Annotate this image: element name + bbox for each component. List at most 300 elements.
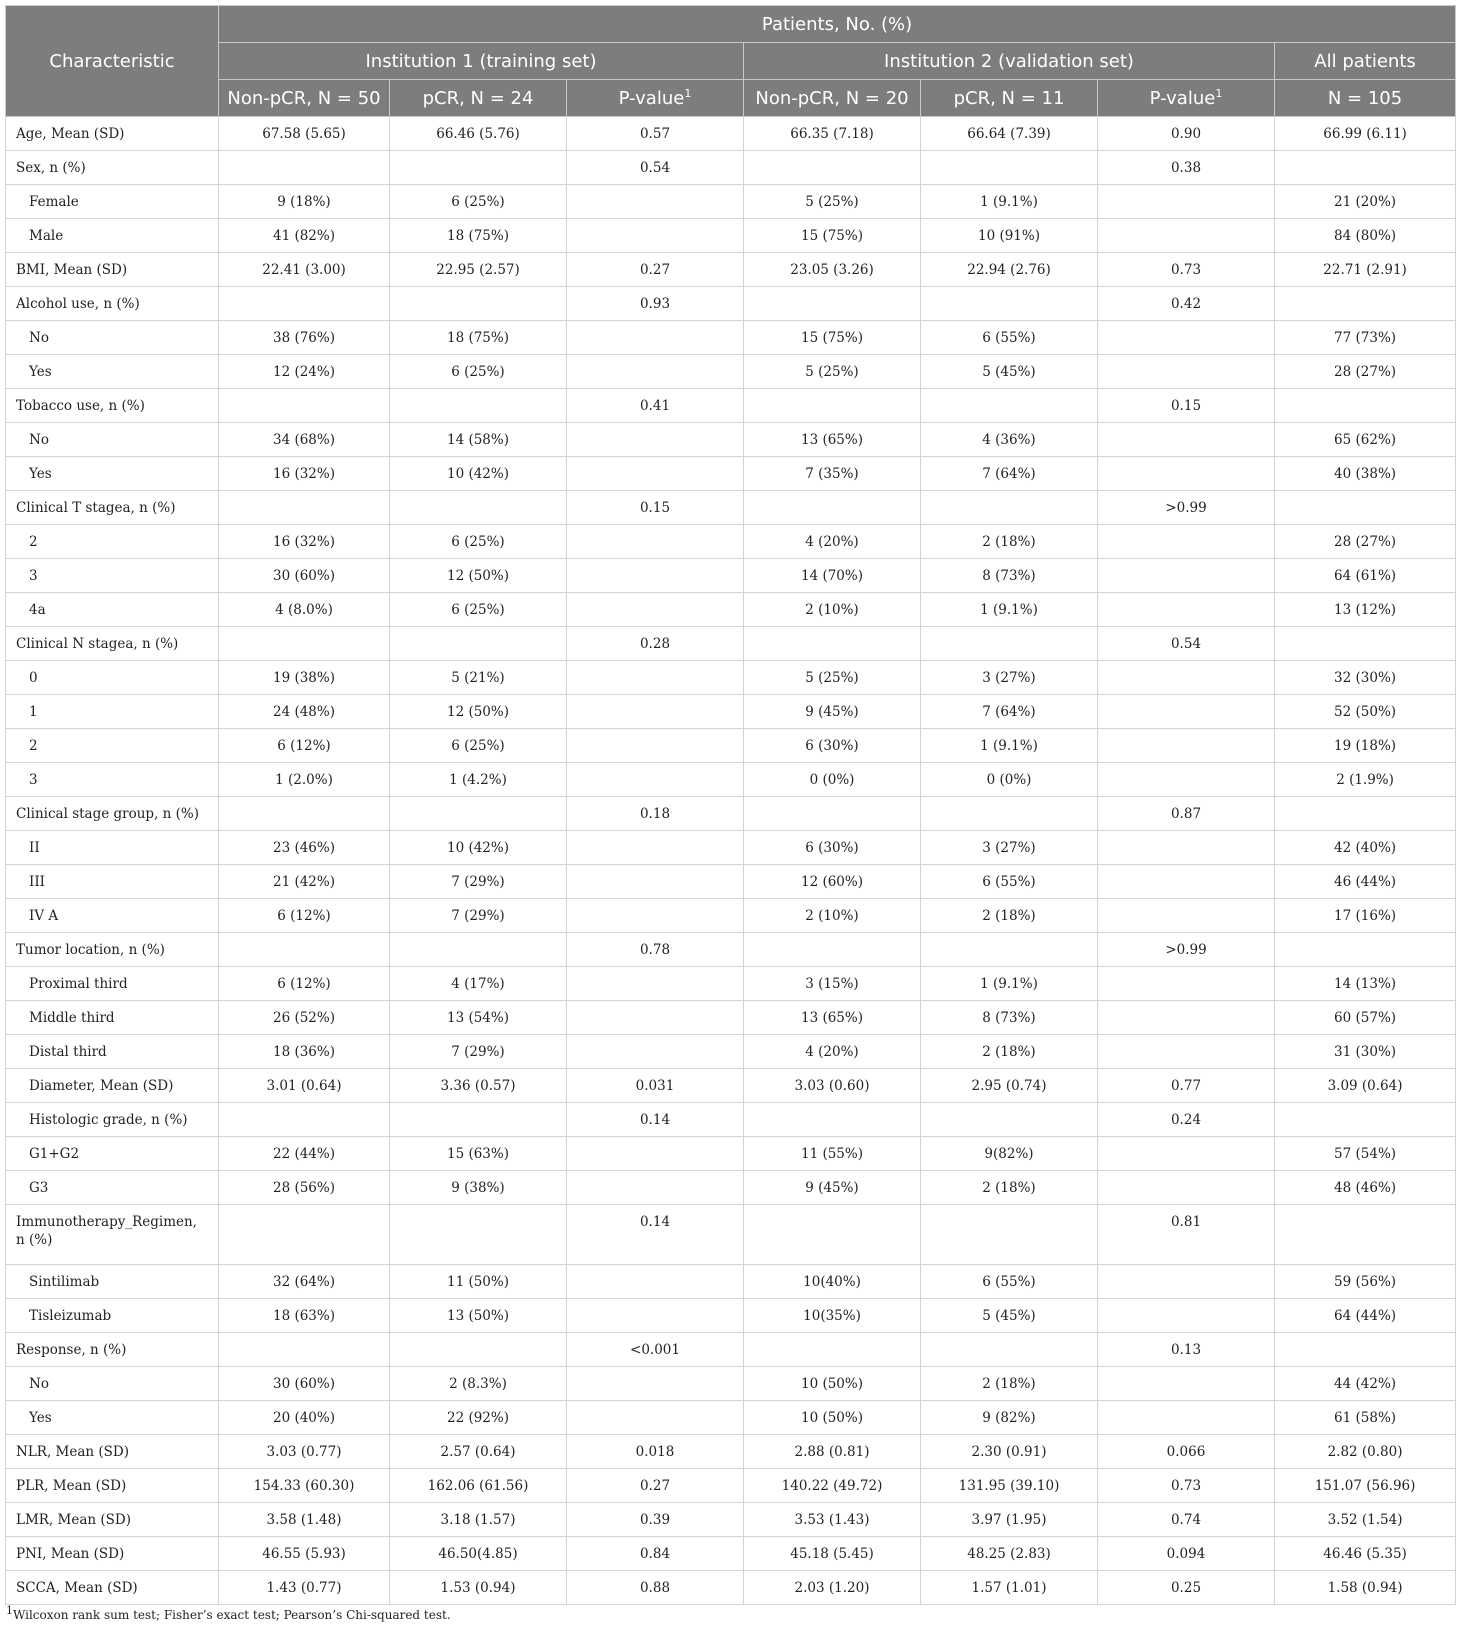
- table-cell: 0.84: [567, 1537, 744, 1571]
- row-label: G1+G2: [6, 1137, 219, 1171]
- row-label: 1: [6, 695, 219, 729]
- table-cell: [744, 1333, 921, 1367]
- table-cell: 19 (38%): [219, 661, 390, 695]
- table-cell: 10 (50%): [744, 1367, 921, 1401]
- table-cell: [921, 933, 1098, 967]
- row-label: Proximal third: [6, 967, 219, 1001]
- row-label: Clinical T stagea, n (%): [6, 491, 219, 525]
- table-cell: 0.78: [567, 933, 744, 967]
- table-cell: 18 (75%): [390, 219, 567, 253]
- table-cell: 0.88: [567, 1571, 744, 1605]
- table-cell: [1098, 457, 1275, 491]
- table-row: [6, 1401, 1456, 1435]
- table-cell: 46 (44%): [1275, 865, 1456, 899]
- row-label: Immunotherapy_Regimen, n (%): [6, 1205, 219, 1265]
- table-cell: 15 (63%): [390, 1137, 567, 1171]
- table-cell: 66.99 (6.11): [1275, 117, 1456, 151]
- table-cell: 3.01 (0.64): [219, 1069, 390, 1103]
- table-cell: 3.52 (1.54): [1275, 1503, 1456, 1537]
- subheader-non-pcr-1: Non-pCR, N = 50: [219, 80, 390, 117]
- table-cell: [567, 729, 744, 763]
- row-label: Male: [6, 219, 219, 253]
- table-cell: 1.57 (1.01): [921, 1571, 1098, 1605]
- table-cell: 3.97 (1.95): [921, 1503, 1098, 1537]
- table-cell: [567, 661, 744, 695]
- table-cell: 0.39: [567, 1503, 744, 1537]
- table-cell: [1098, 865, 1275, 899]
- table-cell: 9 (38%): [390, 1171, 567, 1205]
- row-label: NLR, Mean (SD): [6, 1435, 219, 1469]
- table-cell: 66.46 (5.76): [390, 117, 567, 151]
- table-cell: >0.99: [1098, 491, 1275, 525]
- table-cell: 154.33 (60.30): [219, 1469, 390, 1503]
- table-cell: 0.094: [1098, 1537, 1275, 1571]
- table-row: [6, 899, 1456, 933]
- row-label: Tobacco use, n (%): [6, 389, 219, 423]
- row-label: Age, Mean (SD): [6, 117, 219, 151]
- row-label: 2: [6, 525, 219, 559]
- table-cell: 14 (13%): [1275, 967, 1456, 1001]
- table-cell: 18 (63%): [219, 1299, 390, 1333]
- table-cell: 6 (55%): [921, 865, 1098, 899]
- table-cell: [1098, 423, 1275, 457]
- table-cell: 4 (8.0%): [219, 593, 390, 627]
- row-label: PLR, Mean (SD): [6, 1469, 219, 1503]
- table-row: [6, 219, 1456, 253]
- table-cell: 0.018: [567, 1435, 744, 1469]
- table-cell: 12 (50%): [390, 559, 567, 593]
- row-label: Yes: [6, 355, 219, 389]
- table-cell: 10 (50%): [744, 1401, 921, 1435]
- table-cell: [567, 1171, 744, 1205]
- table-footnote: [5, 1604, 1455, 1622]
- table-cell: 0.14: [567, 1205, 744, 1265]
- table-cell: 13 (50%): [390, 1299, 567, 1333]
- table-cell: 0.28: [567, 627, 744, 661]
- table-cell: 26 (52%): [219, 1001, 390, 1035]
- table-cell: 64 (61%): [1275, 559, 1456, 593]
- table-cell: [1098, 593, 1275, 627]
- table-cell: [1098, 559, 1275, 593]
- row-label: 0: [6, 661, 219, 695]
- row-label: IV A: [6, 899, 219, 933]
- row-label: Sex, n (%): [6, 151, 219, 185]
- subheader-n-total: N = 105: [1275, 80, 1456, 117]
- table-cell: 6 (25%): [390, 525, 567, 559]
- table-cell: 44 (42%): [1275, 1367, 1456, 1401]
- subheader-pcr-2: pCR, N = 11: [921, 80, 1098, 117]
- subheader-p-value-2: [1098, 80, 1275, 117]
- row-label: Response, n (%): [6, 1333, 219, 1367]
- table-cell: [567, 967, 744, 1001]
- table-body: [6, 117, 1456, 1605]
- table-cell: 2.03 (1.20): [744, 1571, 921, 1605]
- footnote-text: Wilcoxon rank sum test; Fisher’s exact test; Pearson’s Chi-squared test.: [13, 1608, 451, 1622]
- table-row: [6, 763, 1456, 797]
- table-cell: [1098, 763, 1275, 797]
- table-cell: [567, 321, 744, 355]
- table-cell: 23.05 (3.26): [744, 253, 921, 287]
- table-cell: >0.99: [1098, 933, 1275, 967]
- table-cell: 20 (40%): [219, 1401, 390, 1435]
- table-cell: 2.95 (0.74): [921, 1069, 1098, 1103]
- table-cell: [390, 933, 567, 967]
- table-cell: 9(82%): [921, 1137, 1098, 1171]
- table-cell: 46.46 (5.35): [1275, 1537, 1456, 1571]
- row-label: Histologic grade, n (%): [6, 1103, 219, 1137]
- table-cell: [1098, 967, 1275, 1001]
- table-cell: 8 (73%): [921, 1001, 1098, 1035]
- table-row: [6, 287, 1456, 321]
- table-cell: 5 (45%): [921, 1299, 1098, 1333]
- table-cell: 2 (8.3%): [390, 1367, 567, 1401]
- table-row: [6, 1265, 1456, 1299]
- table-cell: 48.25 (2.83): [921, 1537, 1098, 1571]
- header-characteristic: Characteristic: [6, 6, 219, 117]
- table-cell: 8 (73%): [921, 559, 1098, 593]
- table-row: [6, 593, 1456, 627]
- table-cell: 13 (12%): [1275, 593, 1456, 627]
- table-cell: 9 (82%): [921, 1401, 1098, 1435]
- table-cell: [744, 151, 921, 185]
- table-row: [6, 117, 1456, 151]
- table-cell: 64 (44%): [1275, 1299, 1456, 1333]
- table-cell: 0.73: [1098, 253, 1275, 287]
- table-cell: [219, 287, 390, 321]
- table-cell: [744, 627, 921, 661]
- table-cell: 2 (18%): [921, 1367, 1098, 1401]
- table-cell: 3 (27%): [921, 661, 1098, 695]
- table-cell: 7 (29%): [390, 1035, 567, 1069]
- table-cell: [567, 219, 744, 253]
- table-cell: [1098, 695, 1275, 729]
- table-cell: 30 (60%): [219, 1367, 390, 1401]
- table-row: [6, 321, 1456, 355]
- table-cell: [390, 797, 567, 831]
- table-cell: 18 (36%): [219, 1035, 390, 1069]
- table-row: [6, 933, 1456, 967]
- table-cell: [921, 287, 1098, 321]
- table-cell: 5 (25%): [744, 661, 921, 695]
- table-cell: 52 (50%): [1275, 695, 1456, 729]
- subheader-non-pcr-2: Non-pCR, N = 20: [744, 80, 921, 117]
- table-cell: [567, 423, 744, 457]
- subheader-p-value-1: [567, 80, 744, 117]
- table-row: [6, 1469, 1456, 1503]
- table-cell: 4 (36%): [921, 423, 1098, 457]
- table-cell: 162.06 (61.56): [390, 1469, 567, 1503]
- table-cell: [567, 457, 744, 491]
- table-cell: 61 (58%): [1275, 1401, 1456, 1435]
- table-cell: 40 (38%): [1275, 457, 1456, 491]
- table-cell: [1275, 491, 1456, 525]
- table-cell: 0.90: [1098, 117, 1275, 151]
- table-cell: [219, 1333, 390, 1367]
- table-cell: 0.15: [1098, 389, 1275, 423]
- table-cell: 0.54: [567, 151, 744, 185]
- table-cell: [219, 151, 390, 185]
- table-row: [6, 1069, 1456, 1103]
- table-cell: 1 (9.1%): [921, 593, 1098, 627]
- table-cell: [567, 559, 744, 593]
- table-cell: 38 (76%): [219, 321, 390, 355]
- table-cell: 65 (62%): [1275, 423, 1456, 457]
- table-row: [6, 865, 1456, 899]
- table-cell: 23 (46%): [219, 831, 390, 865]
- table-cell: 77 (73%): [1275, 321, 1456, 355]
- table-cell: 66.35 (7.18): [744, 117, 921, 151]
- table-cell: 6 (55%): [921, 321, 1098, 355]
- table-row: [6, 797, 1456, 831]
- table-cell: 131.95 (39.10): [921, 1469, 1098, 1503]
- table-row: [6, 1333, 1456, 1367]
- table-cell: [567, 899, 744, 933]
- table-cell: 22.41 (3.00): [219, 253, 390, 287]
- table-cell: 6 (30%): [744, 831, 921, 865]
- table-cell: [567, 1367, 744, 1401]
- table-cell: 28 (27%): [1275, 525, 1456, 559]
- table-cell: 21 (20%): [1275, 185, 1456, 219]
- table-cell: [1275, 797, 1456, 831]
- table-cell: [744, 797, 921, 831]
- table-cell: [567, 831, 744, 865]
- table-cell: [1275, 933, 1456, 967]
- table-row: [6, 1103, 1456, 1137]
- table-cell: 0.54: [1098, 627, 1275, 661]
- table-cell: 14 (70%): [744, 559, 921, 593]
- table-cell: [567, 1001, 744, 1035]
- table-cell: 4 (20%): [744, 1035, 921, 1069]
- table-cell: 3.03 (0.77): [219, 1435, 390, 1469]
- row-label: Clinical stage group, n (%): [6, 797, 219, 831]
- table-row: [6, 355, 1456, 389]
- table-cell: 22 (92%): [390, 1401, 567, 1435]
- table-cell: [921, 151, 1098, 185]
- table-cell: 46.50(4.85): [390, 1537, 567, 1571]
- table-cell: 22.94 (2.76): [921, 253, 1098, 287]
- footnote-mark: 1: [6, 1604, 13, 1617]
- table-cell: 1 (9.1%): [921, 185, 1098, 219]
- subheader-pcr-1: pCR, N = 24: [390, 80, 567, 117]
- table-cell: 2 (10%): [744, 899, 921, 933]
- table-cell: 140.22 (49.72): [744, 1469, 921, 1503]
- row-label: Female: [6, 185, 219, 219]
- row-label: Tisleizumab: [6, 1299, 219, 1333]
- table-cell: [567, 593, 744, 627]
- row-label: 2: [6, 729, 219, 763]
- table-row: [6, 389, 1456, 423]
- table-row: [6, 1001, 1456, 1035]
- table-cell: [744, 1103, 921, 1137]
- table-cell: [1098, 1265, 1275, 1299]
- table-cell: 2 (18%): [921, 899, 1098, 933]
- table-row: [6, 253, 1456, 287]
- table-cell: 22.71 (2.91): [1275, 253, 1456, 287]
- table-cell: 5 (45%): [921, 355, 1098, 389]
- table-cell: 1 (9.1%): [921, 967, 1098, 1001]
- table-cell: [219, 389, 390, 423]
- table-cell: 2.57 (0.64): [390, 1435, 567, 1469]
- table-cell: 5 (25%): [744, 185, 921, 219]
- header-all-patients: All patients: [1275, 43, 1456, 80]
- table-row: [6, 423, 1456, 457]
- table-row: [6, 1137, 1456, 1171]
- table-cell: 10(35%): [744, 1299, 921, 1333]
- table-cell: 15 (75%): [744, 219, 921, 253]
- table-cell: [921, 389, 1098, 423]
- row-label: Diameter, Mean (SD): [6, 1069, 219, 1103]
- table-cell: 15 (75%): [744, 321, 921, 355]
- table-cell: [390, 389, 567, 423]
- table-cell: 10 (42%): [390, 831, 567, 865]
- table-cell: 31 (30%): [1275, 1035, 1456, 1069]
- table-row: [6, 729, 1456, 763]
- p-value-label: P-value: [1149, 87, 1216, 109]
- table-row: [6, 1537, 1456, 1571]
- table-row: [6, 627, 1456, 661]
- table-cell: [567, 355, 744, 389]
- table-cell: 1.53 (0.94): [390, 1571, 567, 1605]
- table-cell: [921, 1333, 1098, 1367]
- table-cell: 3.53 (1.43): [744, 1503, 921, 1537]
- row-label: BMI, Mean (SD): [6, 253, 219, 287]
- table-cell: 0.066: [1098, 1435, 1275, 1469]
- table-cell: [1275, 1103, 1456, 1137]
- table-row: [6, 491, 1456, 525]
- table-cell: 6 (25%): [390, 185, 567, 219]
- row-label: III: [6, 865, 219, 899]
- table-cell: [921, 1205, 1098, 1265]
- table-row: [6, 1035, 1456, 1069]
- row-label: II: [6, 831, 219, 865]
- table-cell: [567, 1401, 744, 1435]
- table-cell: 28 (27%): [1275, 355, 1456, 389]
- table-cell: 0 (0%): [744, 763, 921, 797]
- table-cell: 13 (54%): [390, 1001, 567, 1035]
- table-cell: 0.27: [567, 253, 744, 287]
- table-cell: [744, 389, 921, 423]
- table-cell: 6 (12%): [219, 899, 390, 933]
- table-cell: [567, 525, 744, 559]
- table-cell: 9 (45%): [744, 695, 921, 729]
- table-cell: [1098, 661, 1275, 695]
- table-row: [6, 661, 1456, 695]
- table-cell: 2 (1.9%): [1275, 763, 1456, 797]
- table-cell: [1275, 1205, 1456, 1265]
- table-cell: [744, 1205, 921, 1265]
- table-cell: [921, 1103, 1098, 1137]
- table-cell: 18 (75%): [390, 321, 567, 355]
- table-cell: 1.43 (0.77): [219, 1571, 390, 1605]
- table-cell: 46.55 (5.93): [219, 1537, 390, 1571]
- table-cell: [390, 1333, 567, 1367]
- table-cell: [219, 797, 390, 831]
- table-cell: 3.36 (0.57): [390, 1069, 567, 1103]
- table-cell: 0.031: [567, 1069, 744, 1103]
- table-cell: 13 (65%): [744, 423, 921, 457]
- table-cell: 10 (91%): [921, 219, 1098, 253]
- table-cell: 41 (82%): [219, 219, 390, 253]
- table-cell: 3.03 (0.60): [744, 1069, 921, 1103]
- row-label: Sintilimab: [6, 1265, 219, 1299]
- table-cell: 2.88 (0.81): [744, 1435, 921, 1469]
- footnote-mark: 1: [684, 86, 692, 100]
- table-cell: 57 (54%): [1275, 1137, 1456, 1171]
- table-cell: 28 (56%): [219, 1171, 390, 1205]
- table-header: [6, 6, 1456, 117]
- table-cell: [390, 627, 567, 661]
- table-cell: 4 (20%): [744, 525, 921, 559]
- table-row: [6, 967, 1456, 1001]
- table-row: [6, 1435, 1456, 1469]
- table-cell: 7 (35%): [744, 457, 921, 491]
- table-cell: 32 (30%): [1275, 661, 1456, 695]
- table-cell: [1275, 1333, 1456, 1367]
- table-cell: [1098, 1299, 1275, 1333]
- table-cell: 2 (18%): [921, 1171, 1098, 1205]
- table-cell: 2 (18%): [921, 1035, 1098, 1069]
- table-cell: 0.93: [567, 287, 744, 321]
- table-cell: 7 (64%): [921, 457, 1098, 491]
- table-cell: 14 (58%): [390, 423, 567, 457]
- table-cell: 9 (45%): [744, 1171, 921, 1205]
- table-cell: [390, 151, 567, 185]
- table-cell: [1098, 1035, 1275, 1069]
- table-cell: [390, 1205, 567, 1265]
- header-institution-1: Institution 1 (training set): [219, 43, 744, 80]
- row-label: No: [6, 321, 219, 355]
- row-label: Middle third: [6, 1001, 219, 1035]
- table-cell: 10 (42%): [390, 457, 567, 491]
- table-cell: 34 (68%): [219, 423, 390, 457]
- table-row: [6, 1205, 1456, 1265]
- table-cell: [219, 933, 390, 967]
- table-cell: 9 (18%): [219, 185, 390, 219]
- row-label: SCCA, Mean (SD): [6, 1571, 219, 1605]
- table-cell: 59 (56%): [1275, 1265, 1456, 1299]
- table-cell: [744, 933, 921, 967]
- table-cell: 11 (50%): [390, 1265, 567, 1299]
- table-cell: [1098, 1367, 1275, 1401]
- table-cell: 151.07 (56.96): [1275, 1469, 1456, 1503]
- table-cell: [1098, 355, 1275, 389]
- table-cell: [567, 185, 744, 219]
- header-patients: Patients, No. (%): [219, 6, 1456, 43]
- table-cell: 0.81: [1098, 1205, 1275, 1265]
- table-cell: 3.58 (1.48): [219, 1503, 390, 1537]
- table-cell: [1275, 627, 1456, 661]
- table-cell: 2.82 (0.80): [1275, 1435, 1456, 1469]
- row-label: Clinical N stagea, n (%): [6, 627, 219, 661]
- table-cell: 32 (64%): [219, 1265, 390, 1299]
- patient-characteristics-table: [5, 5, 1456, 1605]
- table-cell: 3 (15%): [744, 967, 921, 1001]
- table-cell: <0.001: [567, 1333, 744, 1367]
- table-cell: [1275, 389, 1456, 423]
- header-institution-2: Institution 2 (validation set): [744, 43, 1275, 80]
- table-cell: 1 (4.2%): [390, 763, 567, 797]
- table-cell: 0.57: [567, 117, 744, 151]
- table-cell: 6 (12%): [219, 967, 390, 1001]
- table-cell: 6 (25%): [390, 593, 567, 627]
- table-cell: 1 (2.0%): [219, 763, 390, 797]
- table-cell: 7 (64%): [921, 695, 1098, 729]
- table-cell: [921, 627, 1098, 661]
- table-cell: 5 (25%): [744, 355, 921, 389]
- table-row: [6, 151, 1456, 185]
- table-cell: 0.15: [567, 491, 744, 525]
- table-cell: [744, 491, 921, 525]
